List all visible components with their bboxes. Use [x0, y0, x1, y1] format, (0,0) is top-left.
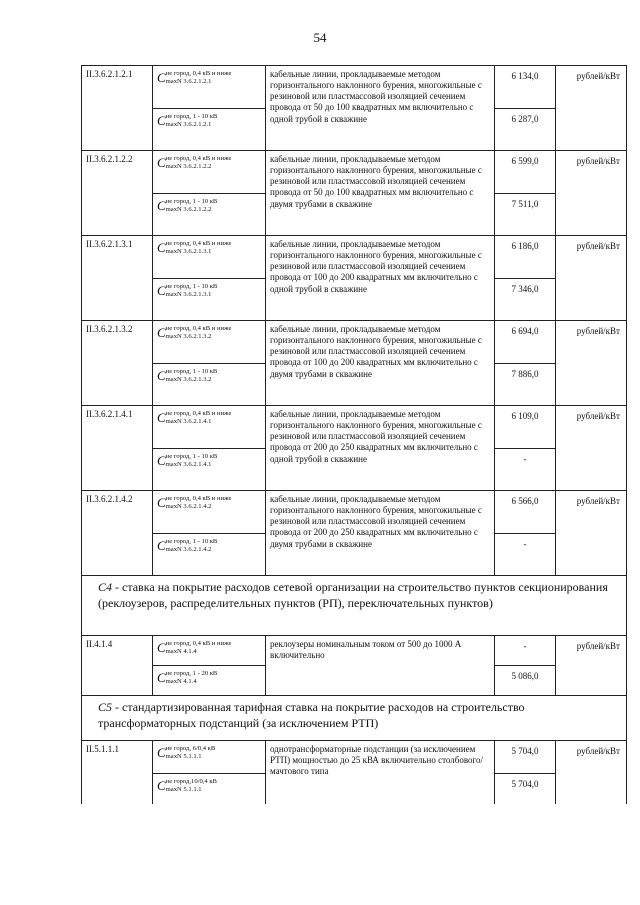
tariff-indices	[166, 240, 232, 256]
section-text: - ставка на покрытие расходов сетевой организации на строительство пунктов секционирования (реклоузеров, распределительных пунктов (РП), переключательных пунктов)	[98, 580, 608, 610]
tariff-subscript: maxN 3.6.2.1.2.2	[165, 162, 212, 170]
tariff-superscript: не город, 1 - 20 кВ	[165, 670, 218, 677]
tariff-indices	[166, 640, 232, 656]
tariff-variable	[153, 151, 266, 194]
tariff-value: -	[495, 636, 556, 666]
tariff-variable	[153, 666, 266, 696]
tariff-superscript: не город, 0,4 кВ и ниже	[165, 155, 232, 162]
tariff-symbol: C	[157, 240, 166, 255]
row-unit: рублей/кВт	[556, 636, 627, 696]
tariff-subscript: maxN 3.6.2.1.2.2	[165, 205, 212, 213]
tariff-variable	[153, 491, 266, 534]
table-row	[82, 151, 627, 194]
row-code: II.3.6.2.1.4.2	[82, 491, 153, 576]
tariff-subscript: maxN 5.1.1.1	[165, 785, 202, 793]
tariff-value: 5 704,0	[495, 741, 556, 774]
tariff-value: 6 186,0	[495, 236, 556, 279]
row-unit: рублей/кВт	[556, 491, 627, 576]
tariff-superscript: не город, 0,4 кВ и ниже	[165, 325, 232, 332]
row-code: II.3.6.2.1.3.2	[82, 321, 153, 406]
section-heading	[82, 576, 627, 636]
tariff-symbol: C	[157, 198, 166, 213]
tariff-symbol: C	[157, 368, 166, 383]
row-description: кабельные линии, прокладываемые методом горизонтального наклонного бурения, многожильные с резиновой или пластмассовой изоляцией сечением провода от 50 до 100 квадратных мм включительно с одной трубой в скважине	[266, 66, 495, 151]
tariff-table	[81, 65, 627, 804]
tariff-subscript: maxN 3.6.2.1.4.2	[165, 545, 212, 553]
tariff-subscript: maxN 3.6.2.1.2.1	[165, 77, 212, 85]
row-code: II.3.6.2.1.2.1	[82, 66, 153, 151]
tariff-value: -	[495, 534, 556, 576]
tariff-superscript: не город, 6/0,4 кВ	[165, 745, 216, 752]
tariff-indices	[166, 410, 232, 426]
row-unit: рублей/кВт	[556, 236, 627, 321]
tariff-symbol: C	[157, 410, 166, 425]
tariff-variable	[153, 279, 266, 321]
tariff-indices	[166, 70, 232, 86]
section-row	[82, 576, 627, 636]
tariff-value: 6 694,0	[495, 321, 556, 364]
tariff-indices	[166, 495, 232, 511]
tariff-variable	[153, 66, 266, 109]
tariff-variable	[153, 321, 266, 364]
tariff-subscript: maxN 3.6.2.1.3.2	[165, 332, 212, 340]
tariff-symbol: C	[157, 70, 166, 85]
tariff-superscript: не город, 1 - 10 кВ	[165, 283, 218, 290]
tariff-variable	[153, 774, 266, 804]
section-heading	[82, 696, 627, 741]
section-symbol: C5	[98, 700, 113, 714]
tariff-value: 6 599,0	[495, 151, 556, 194]
tariff-subscript: maxN 3.6.2.1.3.1	[165, 247, 212, 255]
tariff-variable	[153, 236, 266, 279]
table-row	[82, 741, 627, 774]
tariff-symbol: C	[157, 640, 166, 655]
tariff-value: 5 704,0	[495, 774, 556, 804]
tariff-superscript: не город, 0,4 кВ и ниже	[165, 495, 232, 502]
tariff-subscript: maxN 3.6.2.1.3.1	[165, 290, 212, 298]
tariff-symbol: C	[157, 745, 166, 760]
row-code: II.3.6.2.1.2.2	[82, 151, 153, 236]
section-row	[82, 696, 627, 741]
row-unit: рублей/кВт	[556, 321, 627, 406]
row-description: кабельные линии, прокладываемые методом горизонтального наклонного бурения, многожильные с резиновой или пластмассовой изоляцией сечением провода от 200 до 250 квадратных мм включительно с двумя трубами в скважине	[266, 491, 495, 576]
tariff-indices	[166, 778, 217, 794]
tariff-superscript: не город,10/0,4 кВ	[165, 778, 217, 785]
row-code: II.3.6.2.1.4.1	[82, 406, 153, 491]
tariff-indices	[166, 283, 218, 299]
tariff-variable	[153, 741, 266, 774]
row-code: II.5.1.1.1	[82, 741, 153, 804]
tariff-indices	[166, 670, 218, 686]
table-row	[82, 66, 627, 109]
tariff-subscript: maxN 3.6.2.1.4.1	[165, 460, 212, 468]
row-description: однотрансформаторные подстанции (за исключением РТП) мощностью до 25 кВА включительно столбового/мачтового типа	[266, 741, 495, 804]
tariff-value: 7 886,0	[495, 364, 556, 406]
row-description: кабельные линии, прокладываемые методом горизонтального наклонного бурения, многожильные с резиновой или пластмассовой изоляцией сечением провода от 50 до 100 квадратных мм включительно с двумя трубами в скважине	[266, 151, 495, 236]
tariff-symbol: C	[157, 670, 166, 685]
tariff-superscript: не город, 0,4 кВ и ниже	[165, 640, 232, 647]
table-row	[82, 636, 627, 666]
tariff-variable	[153, 636, 266, 666]
row-description: кабельные линии, прокладываемые методом горизонтального наклонного бурения, многожильные с резиновой или пластмассовой изоляцией сечением провода от 100 до 200 квадратных мм включительно с одной трубой в скважине	[266, 236, 495, 321]
tariff-superscript: не город, 1 - 10 кВ	[165, 453, 218, 460]
row-unit: рублей/кВт	[556, 406, 627, 491]
tariff-indices	[166, 453, 218, 469]
tariff-symbol: C	[157, 778, 166, 793]
tariff-superscript: не город, 1 - 10 кВ	[165, 368, 218, 375]
page-number: 54	[313, 30, 327, 45]
table-row	[82, 491, 627, 534]
table-row	[82, 321, 627, 364]
tariff-superscript: не город, 1 - 10 кВ	[165, 538, 218, 545]
tariff-value: 6 566,0	[495, 491, 556, 534]
tariff-indices	[166, 538, 218, 554]
tariff-indices	[166, 113, 218, 129]
section-symbol: C4	[98, 580, 113, 594]
row-unit: рублей/кВт	[556, 741, 627, 804]
tariff-value: 7 346,0	[495, 279, 556, 321]
tariff-indices	[166, 155, 232, 171]
tariff-symbol: C	[157, 325, 166, 340]
row-code: II.4.1.4	[82, 636, 153, 696]
tariff-subscript: maxN 3.6.2.1.4.1	[165, 417, 212, 425]
tariff-variable	[153, 109, 266, 151]
row-description: кабельные линии, прокладываемые методом горизонтального наклонного бурения, многожильные с резиновой или пластмассовой изоляцией сечением провода от 200 до 250 квадратных мм включительно с одной трубой в скважине	[266, 406, 495, 491]
tariff-symbol: C	[157, 453, 166, 468]
tariff-symbol: C	[157, 113, 166, 128]
tariff-symbol: C	[157, 155, 166, 170]
tariff-superscript: не город, 0,4 кВ и ниже	[165, 410, 232, 417]
row-code: II.3.6.2.1.3.1	[82, 236, 153, 321]
tariff-variable	[153, 449, 266, 491]
tariff-symbol: C	[157, 538, 166, 553]
tariff-variable	[153, 406, 266, 449]
tariff-superscript: не город, 1 - 10 кВ	[165, 198, 218, 205]
tariff-variable	[153, 534, 266, 576]
tariff-indices	[166, 198, 218, 214]
row-unit: рублей/кВт	[556, 151, 627, 236]
tariff-value: 6 109,0	[495, 406, 556, 449]
row-description: реклоузеры номинальным током от 500 до 1000 А включительно	[266, 636, 495, 696]
tariff-value: 6 134,0	[495, 66, 556, 109]
tariff-value: 7 511,0	[495, 194, 556, 236]
section-text: - стандартизированная тарифная ставка на покрытие расходов на строительство трансформаторных подстанций (за исключением РТП)	[98, 700, 525, 730]
row-description: кабельные линии, прокладываемые методом горизонтального наклонного бурения, многожильные с резиновой или пластмассовой изоляцией сечением провода от 100 до 200 квадратных мм включительно с двумя трубами в скважине	[266, 321, 495, 406]
tariff-symbol: C	[157, 495, 166, 510]
tariff-indices	[166, 745, 216, 761]
tariff-subscript: maxN 3.6.2.1.3.2	[165, 375, 212, 383]
table-row	[82, 236, 627, 279]
table-row	[82, 406, 627, 449]
tariff-indices	[166, 325, 232, 341]
tariff-subscript: maxN 3.6.2.1.4.2	[165, 502, 212, 510]
tariff-value: -	[495, 449, 556, 491]
tariff-subscript: maxN 4.1.4	[165, 677, 197, 685]
tariff-indices	[166, 368, 218, 384]
tariff-value: 6 287,0	[495, 109, 556, 151]
tariff-variable	[153, 194, 266, 236]
tariff-symbol: C	[157, 283, 166, 298]
tariff-variable	[153, 364, 266, 406]
tariff-superscript: не город, 1 - 10 кВ	[165, 113, 218, 120]
row-unit: рублей/кВт	[556, 66, 627, 151]
tariff-subscript: maxN 3.6.2.1.2.1	[165, 120, 212, 128]
tariff-superscript: не город, 0,4 кВ и ниже	[165, 70, 232, 77]
tariff-subscript: maxN 4.1.4	[165, 647, 197, 655]
tariff-value: 5 086,0	[495, 666, 556, 696]
tariff-superscript: не город, 0,4 кВ и ниже	[165, 240, 232, 247]
tariff-subscript: maxN 5.1.1.1	[165, 752, 202, 760]
